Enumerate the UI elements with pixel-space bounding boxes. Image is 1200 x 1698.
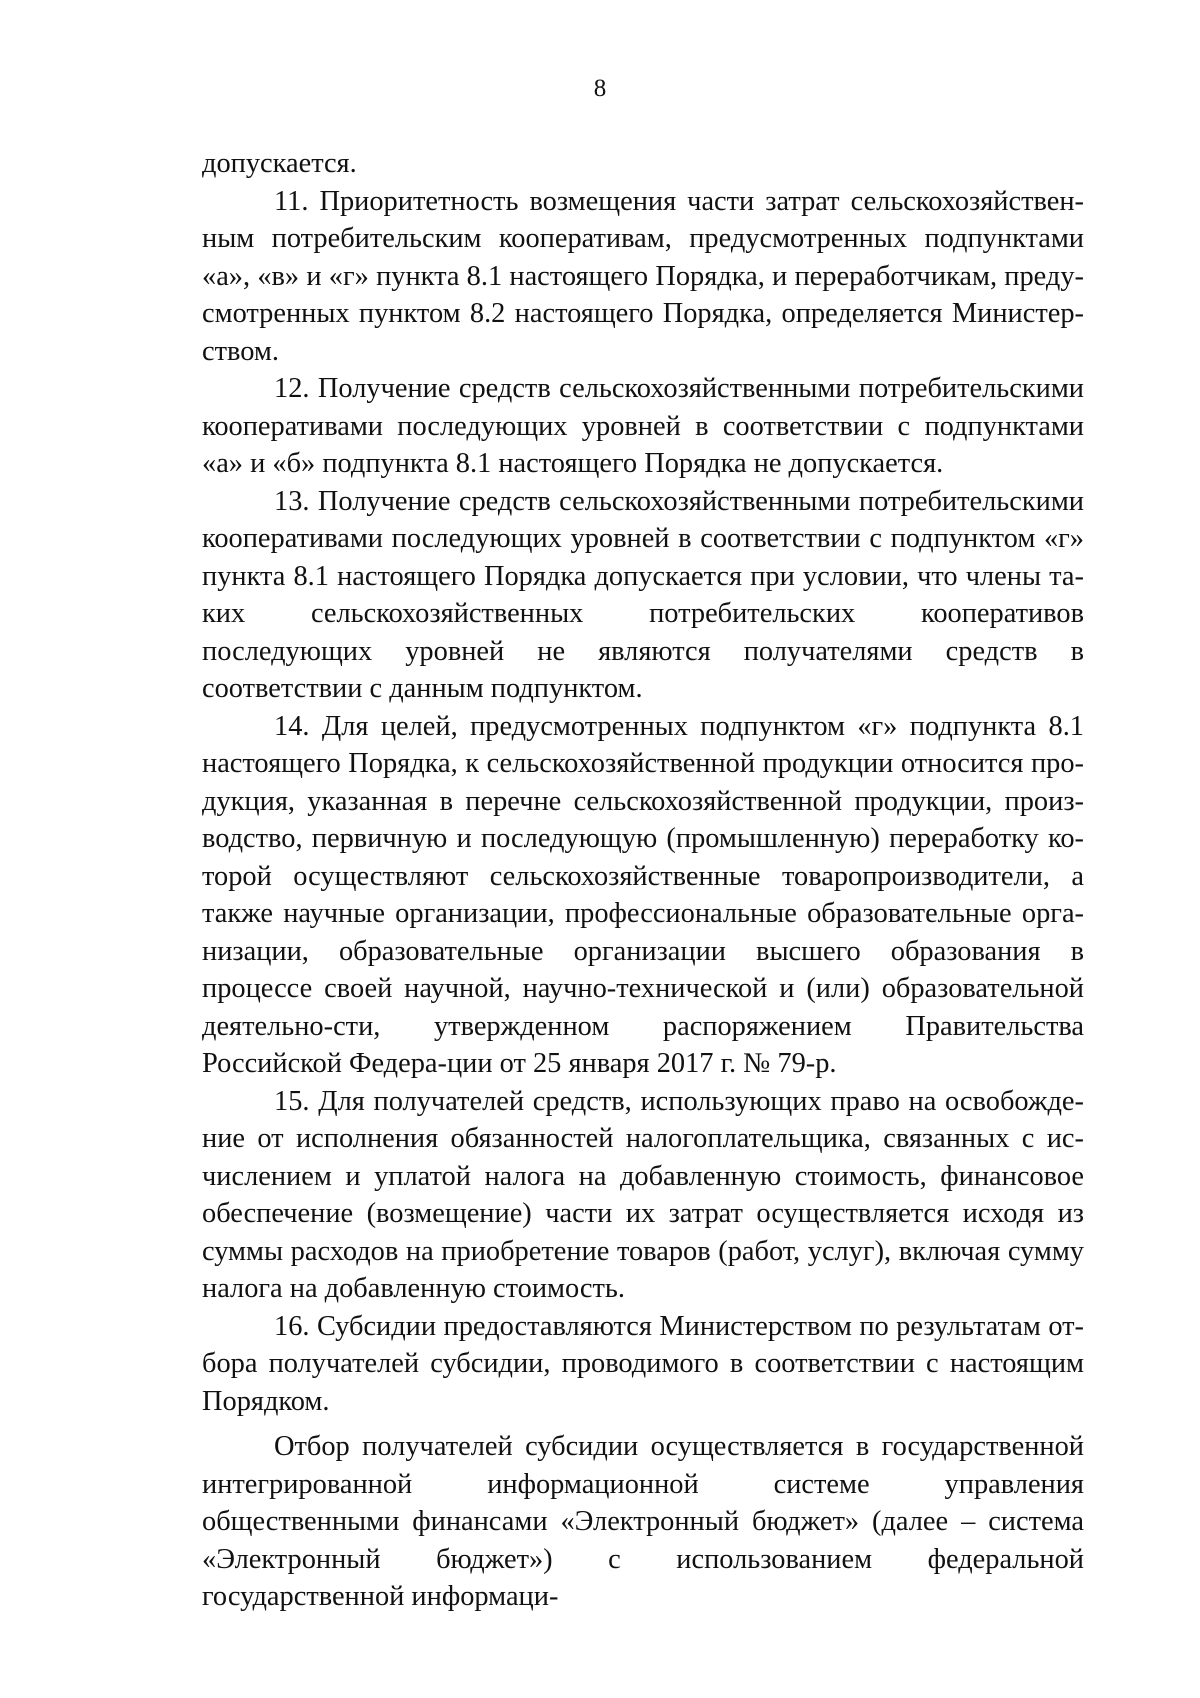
paragraph-item-15: 15. Для получателей средств, использующих право на освобожде-ние от исполнения обязанностей налогоплательщика, связанных с ис-числением и уплатой налога на добавленную стоимость, финансовое обеспечение (возмещение) части их затрат осуществляется исходя из суммы расходов на приобретение товаров (работ, услуг), включая сумму налога на добавленную стоимость. bbox=[202, 1085, 1084, 1304]
paragraph-item-11: 11. Приоритетность возмещения части затрат сельскохозяйствен-ным потребительским кооперативам, предусмотренных подпунктами «а», «в» и «г» пункта 8.1 настоящего Порядка, и переработчикам, преду-смотренных пунктом 8.2 настоящего Порядка, определяется Министер-ством. bbox=[202, 185, 1084, 367]
paragraph-selection-system: Отбор получателей субсидии осуществляется в государственной интегрированной информационной системе управления общественными финансами «Электронный бюджет» (далее – система «Электронный бюджет») с использованием федеральной государственной информаци- bbox=[202, 1431, 1084, 1612]
paragraph-continuation: допускается. bbox=[202, 148, 357, 179]
paragraph-item-12: 12. Получение средств сельскохозяйственными потребительскими кооперативами последующих уровней в соответствии с подпунктами «а» и «б» подпункта 8.1 настоящего Порядка не допускается. bbox=[202, 373, 1084, 479]
document-body bbox=[202, 145, 1084, 1616]
paragraph-item-16: 16. Субсидии предоставляются Министерством по результатам от-бора получателей субсидии, проводимого в соответствии с настоящим Порядком. bbox=[202, 1310, 1084, 1417]
paragraph-item-14: 14. Для целей, предусмотренных подпунктом «г» подпункта 8.1 настоящего Порядка, к сельскохозяйственной продукции относится про-дукция, указанная в перечне сельскохозяйственной продукции, произ-водство, первичную и последующую (промышленную) переработку ко-торой осуществляют сельскохозяйственные товаропроизводители, а также научные организации, профессиональные образовательные орга-низации, образовательные организации высшего образования в процессе своей научной, научно-технической и (или) образовательной деятельно-сти, утвержденном распоряжением Правительства Российской Федера-ции от 25 января 2017 г. № 79-р. bbox=[202, 710, 1084, 1079]
page-number: 8 bbox=[593, 75, 607, 102]
paragraph-item-13: 13. Получение средств сельскохозяйственными потребительскими кооперативами последующих уровней в соответствии с подпунктом «г» пункта 8.1 настоящего Порядка допускается при условии, что члены та-ких сельскохозяйственных потребительских кооперативов последующих уровней не являются получателями средств в соответствии с данным подпунктом. bbox=[202, 485, 1084, 704]
